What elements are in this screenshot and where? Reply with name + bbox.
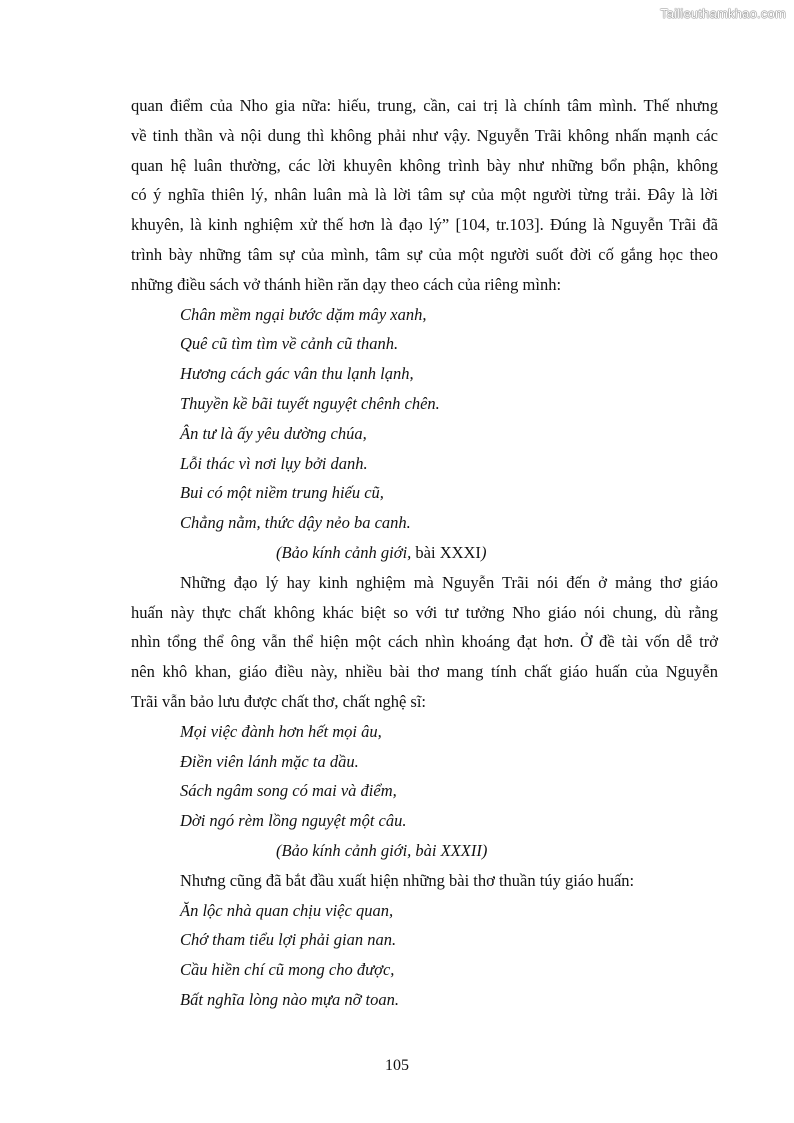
text-line: quan hệ luân thường, các lời khuyên không trình bày như những bổn phận, không — [131, 155, 718, 175]
page-number: 105 — [385, 1057, 409, 1074]
text-line: nên khô khan, giáo điều này, nhiều bài thơ mang tính chất giáo huấn của Nguyễn — [131, 662, 718, 682]
citation-1 — [131, 538, 718, 568]
citation-number: bài XXXI — [411, 542, 481, 562]
text-line: huấn này thực chất không khác biệt so với tư tưởng Nho giáo nói chung, dù rằng — [131, 602, 718, 622]
watermark: Tailieuthamkhao.com — [660, 6, 786, 21]
citation-close: ) — [480, 542, 487, 562]
poem-1 — [131, 300, 718, 538]
paragraph-2 — [131, 568, 718, 717]
paragraph-3: Nhưng cũng đã bắt đầu xuất hiện những bài thơ thuần túy giáo huấn: — [180, 870, 635, 890]
verse-line: Lỗi thác vì nơi lụy bởi danh. — [180, 453, 368, 473]
verse-line: Quê cũ tìm tìm về cảnh cũ thanh. — [180, 334, 399, 354]
page-content — [131, 91, 718, 1015]
citation-2 — [131, 836, 718, 866]
verse-line: Mọi việc đành hơn hết mọi âu, — [180, 721, 382, 741]
verse-line: Thuyền kề bãi tuyết nguyệt chênh chên. — [180, 393, 440, 413]
paragraph-1 — [131, 91, 718, 300]
text-line: khuyên, là kinh nghiệm xử thế hơn là đạo lý” [104, tr.103]. Đúng là Nguyễn Trãi đã — [131, 215, 718, 235]
verse-line: Chẳng nằm, thức dậy nẻo ba canh. — [180, 513, 411, 533]
text-line: có ý nghĩa thiên lý, nhân luân mà là lời tâm sự của một người từng trải. Đây là lời — [131, 185, 718, 205]
text-line: nhìn tổng thể ông vẫn thể hiện một cách nhìn khoáng đạt hơn. Ở đề tài vốn dễ trở — [131, 632, 718, 652]
verse-line: Điền viên lánh mặc ta dầu. — [180, 751, 359, 771]
text-line: Trãi vẫn bảo lưu được chất thơ, chất nghệ sĩ: — [131, 691, 427, 711]
verse-line: Bất nghĩa lòng nào mựa nỡ toan. — [180, 989, 400, 1009]
citation-text: (Bảo kính cảnh giới, bài XXXII) — [276, 840, 488, 860]
text-line: về tinh thần và nội dung thì không phải như vậy. Nguyễn Trãi không nhấn mạnh các — [131, 125, 718, 145]
verse-line: Chân mềm ngại bước dặm mây xanh, — [180, 304, 427, 324]
verse-line: Cầu hiền chí cũ mong cho được, — [180, 960, 395, 980]
text-line: những điều sách vở thánh hiền răn dạy theo cách của riêng mình: — [131, 274, 562, 294]
verse-line: Sách ngâm song có mai và điểm, — [180, 781, 397, 801]
text-line: Những đạo lý hay kinh nghiệm mà Nguyễn Trãi nói đến ở mảng thơ giáo — [180, 572, 718, 592]
verse-line: Ân tư là ấy yêu dường chúa, — [180, 423, 367, 443]
verse-line: Ăn lộc nhà quan chịu việc quan, — [180, 900, 394, 920]
poem-2 — [131, 717, 718, 836]
citation-title: (Bảo kính cảnh giới, — [276, 542, 412, 562]
verse-line: Chớ tham tiểu lợi phải gian nan. — [180, 930, 397, 950]
verse-line: Hương cách gác vân thu lạnh lạnh, — [180, 364, 414, 384]
text-line: quan điểm của Nho gia nữa: hiếu, trung, cần, cai trị là chính tâm mình. Thế nhưng — [131, 96, 718, 115]
poem-3 — [131, 896, 718, 1015]
text-line: trình bày những tâm sự của mình, tâm sự của một người suốt đời cố gắng học theo — [131, 244, 718, 264]
verse-line: Bui có một niềm trung hiếu cũ, — [180, 483, 384, 503]
verse-line: Dời ngó rèm lồng nguyệt một câu. — [180, 811, 407, 831]
